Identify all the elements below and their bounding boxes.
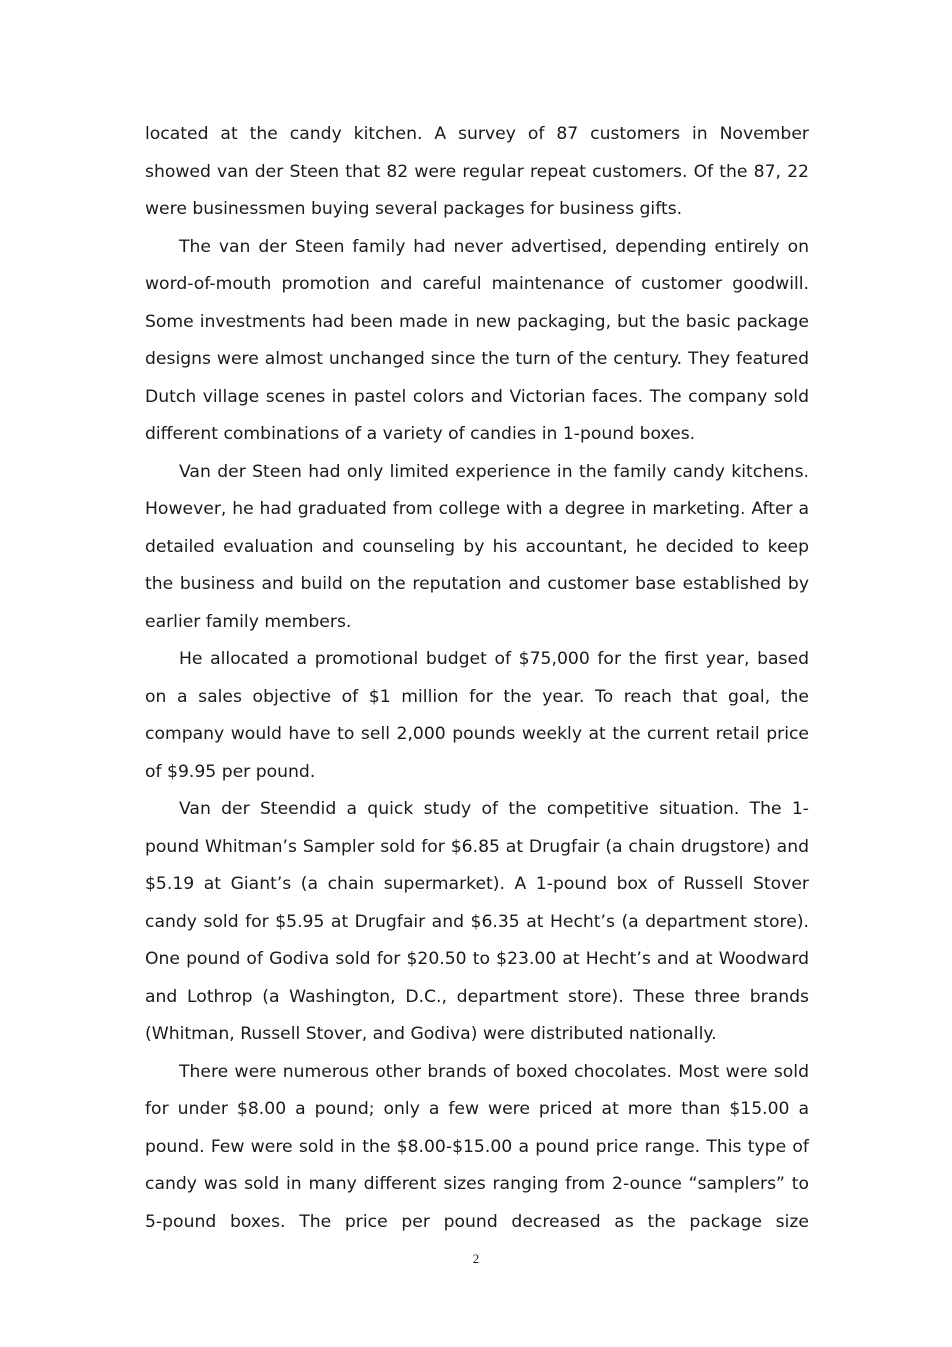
paragraph-5: Van der Steendid a quick study of the competitive situation. The 1-pound Whitman’s Sampler sold for $6.85 at Drugfair (a chain drugstore) and $5.19 at Giant’s (a chain supermarket). A 1-pound box of Russell Stover candy sold for $5.95 at Drugfair and $6.35 at Hecht’s (a department store). One pound of Godiva sold for $20.50 to $23.00 at Hecht’s and at Woodward and Lothrop (a Washington, D.C., department store). These three brands (Whitman, Russell Stover, and Godiva) were distributed nationally.: [145, 799, 809, 1044]
paragraph-1: located at the candy kitchen. A survey of 87 customers in November showed van der Steen that 82 were regular repeat customers. Of the 87, 22 were businessmen buying several packages for business gifts.: [145, 124, 809, 219]
paragraph-6: There were numerous other brands of boxed chocolates. Most were sold for under $8.00 a pound; only a few were priced at more than $15.00 a pound. Few were sold in the $8.00-$15.00 a pound price range. This type of candy was sold in many different sizes ranging from 2-ounce “samplers” to 5-pound boxes. The price per pound decreased as the package size: [145, 1061, 809, 1232]
paragraph-3: Van der Steen had only limited experience in the family candy kitchens. However, he had graduated from college with a degree in marketing. After a detailed evaluation and counseling by his accountant, he decided to keep the business and build on the reputation and customer base established by earlier family members.: [145, 461, 809, 632]
body-text: [145, 116, 809, 1241]
paragraph-4: He allocated a promotional budget of $75,000 for the first year, based on a sales objective of $1 million for the year. To reach that goal, the company would have to sell 2,000 pounds weekly at the current retail price of $9.95 per pound.: [145, 649, 809, 782]
page-number: 2: [472, 1251, 480, 1266]
paragraph-2: The van der Steen family had never advertised, depending entirely on word-of-mouth promotion and careful maintenance of customer goodwill. Some investments had been made in new packaging, but the basic package designs were almost unchanged since the turn of the century. They featured Dutch village scenes in pastel colors and Victorian faces. The company sold different combinations of a variety of candies in 1-pound boxes.: [145, 236, 809, 444]
